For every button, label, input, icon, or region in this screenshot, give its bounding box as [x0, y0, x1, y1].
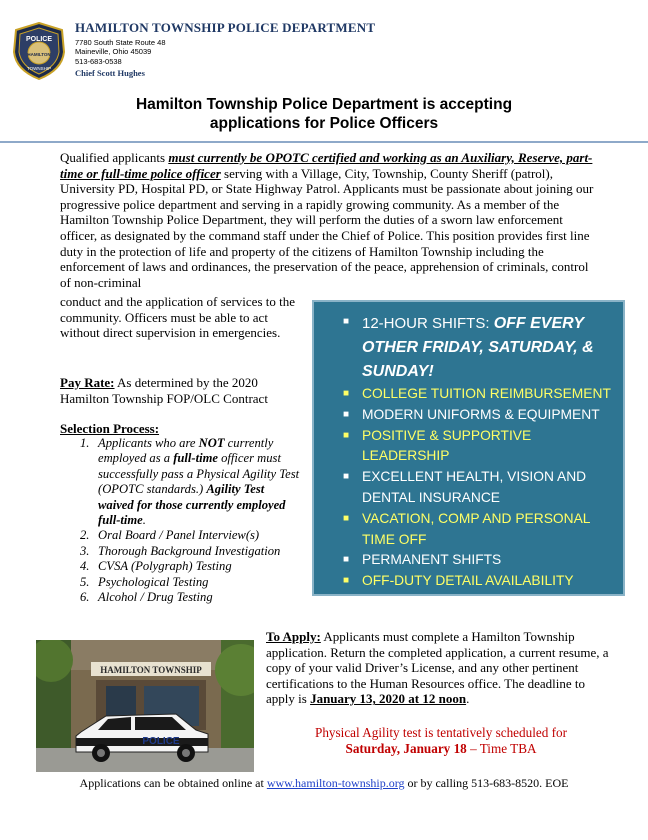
badge-top-text: POLICE [25, 36, 53, 43]
address-line-2: Maineville, Ohio 45039 [75, 47, 152, 56]
badge-bottom-text: TOWNSHIP [26, 66, 52, 71]
benefits-list [338, 312, 618, 592]
selection-item: 6. Alcohol / Drug Testing [80, 590, 213, 605]
agility-notice [266, 725, 616, 757]
selection-item: 4. CVSA (Polygraph) Testing [80, 559, 232, 574]
pay-rate-text: As determined by the 2020 Hamilton Township FOP/OLC Contract [60, 375, 268, 406]
apply-text: Applicants must complete a Hamilton Township application. Return the completed application, a current resume, a copy of your valid Driver’s License, and any other pertinent certifications to the Human Resources office. The deadline to apply is [266, 629, 609, 707]
apply-deadline: January 13, 2020 at 12 noon [310, 691, 467, 707]
header-divider [0, 141, 648, 143]
police-badge-logo [12, 22, 66, 80]
department-name: HAMILTON TOWNSHIP POLICE DEPARTMENT [75, 20, 376, 35]
intro-requirement: must currently be OPOTC certified and working as an Auxiliary, Reserve, part-time or full-time police officer [60, 150, 593, 181]
address-line-1: 7780 South State Route 48 [75, 38, 166, 47]
agility-date: Saturday, January 18 [345, 741, 467, 756]
title-line-2: applications for Police Officers [209, 115, 439, 132]
chief-name: Chief Scott Hughes [75, 68, 145, 78]
apply-paragraph: To Apply: Applicants must complete a Hamilton Township application. Return the completed application, a current resume, a copy of your valid Driver’s License, and any other pertinent certifications to the Human Resources office. The deadline to apply is January 13, 2020 at 12 noon. [266, 629, 609, 707]
benefit-item: ■ POSITIVE & SUPPORTIVE LEADERSHIP [343, 427, 532, 464]
benefit-item: ■ MODERN UNIFORMS & EQUIPMENT [343, 406, 600, 422]
car-police-text: POLICE [142, 736, 180, 747]
station-sign-text: HAMILTON TOWNSHIP [100, 665, 202, 675]
selection-list [80, 436, 300, 605]
agility-date-line: Saturday, January 18 – Time TBA [345, 741, 537, 756]
benefit-item: ■ EXCELLENT HEALTH, VISION AND DENTAL INSURANCE [343, 469, 587, 505]
selection-item: 3. Thorough Background Investigation [80, 543, 281, 558]
benefits-box [312, 300, 625, 596]
pay-rate-label: Pay Rate: [60, 375, 115, 390]
benefit-item: ■ COLLEGE TUITION REIMBURSEMENT [343, 386, 611, 401]
page-title [60, 95, 588, 133]
selection-item: 5. Psychological Testing [80, 574, 209, 589]
agility-line-1: Physical Agility test is tentatively scheduled for [315, 725, 567, 740]
department-phone: 513-683-0538 [75, 57, 122, 66]
selection-heading: Selection Process: [60, 421, 160, 436]
apply-label: To Apply: [266, 629, 321, 644]
pay-rate [60, 375, 300, 406]
intro-lead: Qualified applicants [60, 150, 169, 165]
benefit-item: ■ VACATION, COMP AND PERSONAL TIME OFF [343, 510, 590, 547]
selection-item: 1. Applicants who are NOT currently employed as a full-time officer must successfully pass a Physical Agility Test (OPOTC standards.) Agility Test waived for those currently employed full-time. [80, 436, 300, 528]
website-link[interactable]: www.hamilton-township.org [266, 776, 405, 790]
intro-body: serving with a Village, City, Township, County Sheriff (patrol), University PD, Hospital PD, or State Highway Patrol. Applicants must be passionate about joining our progressive police department and serving in a rapidly growing community. As a member of the Hamilton Township Police Department, they will perform the duties of a sworn law enforcement officer, as designated by the command staff under the Chief of Police. This position provides first line duty in the protection of life and property of the citizens of Hamilton Township including the enforcement of laws and ordinances, the preservation of the peace, apprehension of criminals, control of non-criminal [60, 165, 594, 290]
badge-mid-text: HAMILTON [27, 52, 51, 57]
intro-continued: conduct and the application of services to the community. Officers must be able to act without direct supervision in emergencies. [60, 294, 296, 341]
intro-paragraph [60, 150, 600, 290]
selection-item: 2. Oral Board / Panel Interview(s) [80, 528, 260, 543]
benefit-item: ■ OFF-DUTY DETAIL AVAILABILITY [343, 573, 574, 589]
benefit-item: ■ 12-HOUR SHIFTS: OFF EVERY OTHER FRIDAY, SATURDAY, & SUNDAY! [343, 315, 594, 380]
title-line-1: Hamilton Township Police Department is accepting [135, 96, 513, 113]
station-photo [36, 640, 254, 772]
footer: Applications can be obtained online at www.hamilton-township.org or by calling 513-683-8520. EOE [79, 776, 569, 790]
benefit-item: ■ PERMANENT SHIFTS [343, 552, 502, 568]
